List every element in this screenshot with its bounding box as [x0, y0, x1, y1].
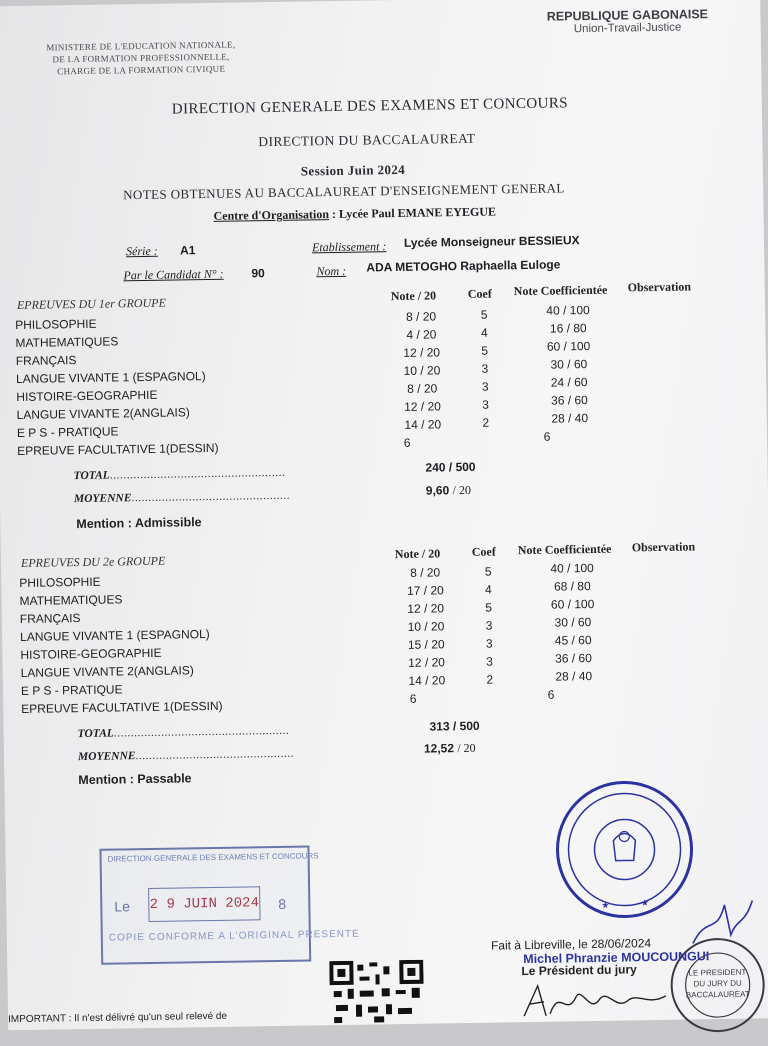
serie-label: Série : — [126, 244, 158, 259]
note-cell: 6 — [397, 436, 417, 450]
ministry-line: MINISTERE DE L'EDUCATION NATIONALE, — [7, 38, 275, 54]
group1-title: EPREUVES DU 1er GROUPE — [17, 296, 166, 313]
weighted-cell: 28 / 40 — [525, 411, 615, 426]
notes-title: NOTES OBTENUES AU BACCALAUREAT D'ENSEIGNEMENT GENERAL — [123, 180, 565, 203]
candidate-name: ADA METOGHO Raphaella Euloge — [366, 257, 560, 274]
coef-cell: 4 — [469, 325, 499, 339]
coef-cell: 3 — [470, 361, 500, 375]
svg-text:★: ★ — [599, 900, 611, 911]
group2-total-value: 313 / 500 — [429, 719, 479, 734]
col-weighted-header: Note Coefficientée — [514, 283, 608, 299]
col-weighted-header: Note Coefficientée — [518, 542, 612, 558]
candidate-number-label: Par le Candidat N° : — [123, 267, 223, 284]
col-note-header: Note / 20 — [391, 288, 437, 304]
centre-label: Centre d'Organisation — [213, 207, 329, 223]
note-cell: 8 / 20 — [392, 381, 452, 396]
subject-name: MATHEMATIQUES — [19, 592, 122, 608]
table-row — [0, 0, 760, 6]
weighted-cell: 6 — [537, 430, 557, 444]
stamp-header: DIRECTION GENERALE DES EXAMENS ET CONCOURS — [108, 852, 300, 865]
coef-cell: 4 — [473, 582, 503, 596]
weighted-cell: 68 / 80 — [527, 579, 617, 594]
table-row — [0, 0, 760, 6]
note-cell: 12 / 20 — [392, 345, 452, 360]
table-row — [0, 0, 760, 6]
coef-cell: 5 — [469, 307, 499, 321]
president-seal-text: LE PRESIDENT DU JURY DU BACCALAUREAT — [685, 967, 750, 1001]
group2-total-label: TOTAL.................................................... — [78, 725, 290, 740]
subject-name: HISTOIRE-GEOGRAPHIE — [16, 388, 157, 404]
group2-mention: Mention : Passable — [78, 771, 191, 787]
group2-moyenne-label: MOYENNE............................................... — [78, 748, 294, 763]
blue-signature-mark — [686, 894, 757, 951]
weighted-cell: 40 / 100 — [527, 561, 617, 576]
group2-title: EPREUVES DU 2e GROUPE — [21, 554, 166, 571]
subject-name: HISTOIRE-GEOGRAPHIE — [20, 646, 161, 662]
weighted-cell: 16 / 80 — [523, 321, 613, 336]
subject-name: E P S - PRATIQUE — [17, 424, 119, 440]
note-cell: 12 / 20 — [396, 655, 456, 670]
col-observation-header: Observation — [632, 539, 696, 555]
coef-cell: 3 — [474, 636, 504, 650]
subject-name: LANGUE VIVANTE 2(ANGLAIS) — [21, 663, 194, 680]
moyenne-denominator: / 20 — [452, 483, 471, 497]
moyenne-number: 9,60 — [426, 483, 450, 497]
subject-name: PHILOSOPHIE — [19, 575, 101, 590]
signature-date: Fait à Libreville, le 28/06/2024 — [491, 936, 651, 953]
note-cell: 10 / 20 — [392, 363, 452, 378]
coef-cell: 3 — [474, 618, 504, 632]
qr-code — [329, 960, 424, 1025]
weighted-cell: 40 / 100 — [523, 303, 613, 318]
table-row — [0, 0, 760, 6]
ministry-line: CHARGE DE LA FORMATION CIVIQUE — [7, 62, 275, 78]
table-row — [0, 0, 760, 6]
col-observation-header: Observation — [628, 279, 692, 295]
subject-name: LANGUE VIVANTE 1 (ESPAGNOL) — [20, 627, 210, 644]
group1-mention: Mention : Admissible — [76, 515, 201, 531]
signer-role: Le Président du jury — [521, 962, 637, 978]
col-coef-header: Coef — [472, 545, 496, 560]
official-seal — [552, 777, 696, 921]
group2-moyenne-value — [424, 741, 476, 757]
candidate-number-value: 90 — [251, 266, 265, 280]
republic-name: REPUBLIQUE GABONAISE — [532, 7, 722, 24]
note-cell: 15 / 20 — [396, 637, 456, 652]
serie-value: A1 — [180, 243, 196, 257]
weighted-cell: 36 / 60 — [528, 651, 618, 666]
group1-moyenne-value — [426, 483, 471, 499]
col-coef-header: Coef — [468, 287, 492, 302]
note-cell: 4 / 20 — [391, 327, 451, 342]
ministry-line: DE LA FORMATION PROFESSIONNELLE, — [7, 50, 275, 66]
subject-name: FRANÇAIS — [20, 611, 81, 626]
weighted-cell: 36 / 60 — [524, 393, 614, 408]
moyenne-label-text: MOYENNE — [78, 750, 136, 763]
republic-header — [532, 7, 722, 36]
weighted-cell: 60 / 100 — [524, 339, 614, 354]
total-label-text: TOTAL — [78, 728, 114, 741]
note-cell: 8 / 20 — [391, 309, 451, 324]
subject-name: PHILOSOPHIE — [15, 317, 97, 332]
table-row — [0, 0, 760, 6]
group1-total-label: TOTAL.................................................... — [73, 467, 285, 482]
coef-cell: 3 — [470, 397, 500, 411]
moyenne-number: 12,52 — [424, 741, 454, 755]
coef-cell: 2 — [471, 415, 501, 429]
weighted-cell: 28 / 40 — [529, 669, 619, 684]
table-row — [0, 0, 760, 6]
centre-value: : Lycée Paul EMANE EYEGUE — [332, 204, 496, 221]
signer-name: Michel Phranzie MOUCOUNGUI — [523, 949, 709, 966]
weighted-cell: 60 / 100 — [528, 597, 618, 612]
note-cell: 10 / 20 — [396, 619, 456, 634]
note-cell: 6 — [403, 692, 423, 706]
group1-moyenne-label: MOYENNE............................................... — [74, 490, 290, 505]
stamp-footer: COPIE CONFORME A L'ORIGINAL PRESENTE — [109, 930, 301, 945]
important-note: IMPORTANT : Il n'est délivré qu'un seul relevé de — [8, 1011, 227, 1025]
table-row — [0, 0, 760, 6]
coef-cell: 5 — [470, 343, 500, 357]
note-cell: 17 / 20 — [395, 583, 455, 598]
table-row — [0, 0, 760, 6]
weighted-cell: 45 / 60 — [528, 633, 618, 648]
group2-table — [0, 0, 760, 6]
table-row — [0, 0, 760, 6]
table-row — [0, 0, 760, 6]
stamp-date: 2 9 JUIN 2024 — [148, 886, 261, 922]
group1-total-value: 240 / 500 — [425, 460, 475, 475]
subject-name: LANGUE VIVANTE 2(ANGLAIS) — [17, 405, 190, 422]
weighted-cell: 24 / 60 — [524, 375, 614, 390]
centre-line — [213, 204, 496, 223]
moyenne-denominator: / 20 — [457, 741, 476, 755]
handwritten-signature — [520, 976, 671, 1022]
etablissement-value: Lycée Monseigneur BESSIEUX — [404, 233, 580, 250]
etablissement-label: Etablissement : — [312, 239, 387, 255]
certification-stamp — [99, 845, 311, 964]
subject-name: FRANÇAIS — [16, 353, 77, 368]
weighted-cell: 30 / 60 — [524, 357, 614, 372]
subject-name: EPREUVE FACULTATIVE 1(DESSIN) — [17, 441, 219, 458]
weighted-cell: 6 — [541, 687, 561, 701]
subject-name: LANGUE VIVANTE 1 (ESPAGNOL) — [16, 369, 206, 386]
stamp-suffix: 8 — [278, 896, 286, 912]
note-cell: 12 / 20 — [396, 601, 456, 616]
total-label-text: TOTAL — [73, 470, 109, 483]
direction-generale-title: DIRECTION GENERALE DES EXAMENS ET CONCOURS — [172, 95, 568, 118]
table-row — [0, 0, 760, 6]
col-note-header: Note / 20 — [395, 546, 441, 562]
stamp-le: Le — [114, 898, 130, 914]
table-row — [0, 0, 760, 6]
session-title: Session Juin 2024 — [301, 162, 406, 180]
weighted-cell: 30 / 60 — [528, 615, 618, 630]
coef-cell: 5 — [473, 564, 503, 578]
subject-name: MATHEMATIQUES — [15, 334, 118, 350]
ministry-header — [7, 38, 276, 78]
table-row — [0, 0, 760, 6]
group1-table — [0, 0, 760, 6]
table-row — [0, 0, 760, 6]
coef-cell: 3 — [474, 654, 504, 668]
direction-bac-title: DIRECTION DU BACCALAUREAT — [258, 131, 475, 150]
coef-cell: 5 — [474, 600, 504, 614]
table-row — [0, 0, 760, 6]
subject-name: EPREUVE FACULTATIVE 1(DESSIN) — [21, 699, 223, 716]
note-cell: 12 / 20 — [392, 399, 452, 414]
note-cell: 14 / 20 — [397, 673, 457, 688]
republic-motto: Union-Travail-Justice — [533, 21, 723, 36]
coef-cell: 2 — [475, 672, 505, 686]
note-cell: 14 / 20 — [393, 417, 453, 432]
moyenne-label-text: MOYENNE — [74, 492, 132, 505]
name-label: Nom : — [316, 264, 346, 279]
subject-name: E P S - PRATIQUE — [21, 682, 123, 698]
note-cell: 8 / 20 — [395, 565, 455, 580]
svg-text:★: ★ — [639, 897, 651, 908]
coef-cell: 3 — [470, 379, 500, 393]
